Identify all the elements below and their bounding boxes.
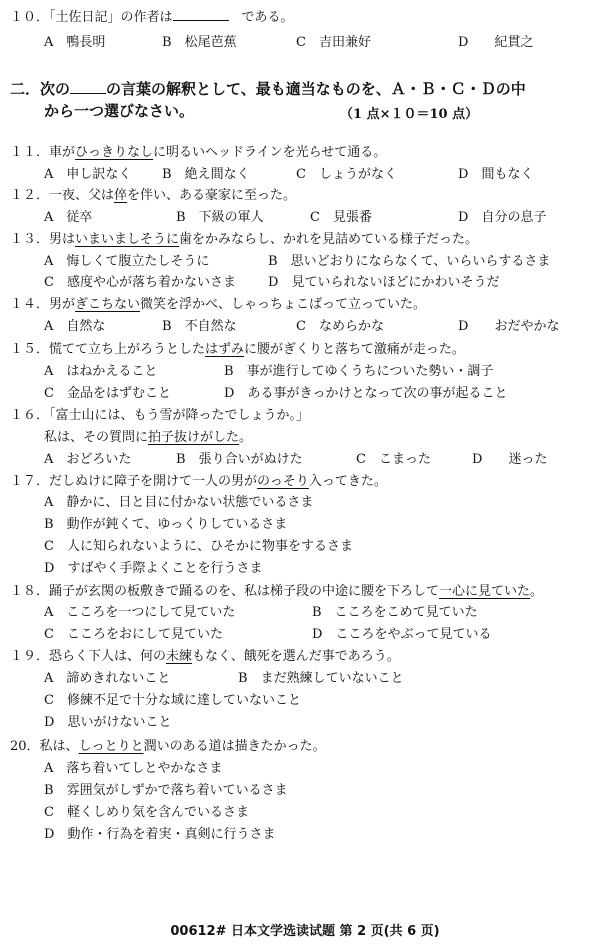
option-letter: C [296,319,306,334]
option-text: 動作・行為を着実・真剣に行うさま [67,827,276,842]
option-letter: A [44,364,54,379]
option-text: 軽くしめり気を含んでいるさま [66,805,249,820]
option-a [44,166,131,184]
section-2-subtitle [44,101,194,121]
question-16-options [0,451,610,469]
option-b [162,34,237,52]
option-text: 雰囲気がしずかで落ち着いているさま [66,783,288,798]
option-b [224,363,493,381]
option-letter: B [238,671,248,686]
option-d [458,318,559,336]
option-c [44,692,301,710]
question-number: １４． [10,297,50,312]
question-18-options-row1 [0,604,610,622]
question-number: １９． [10,649,50,664]
option-text: 下級の軍人 [198,210,264,225]
stem-text: 入ってきた。 [308,474,387,489]
option-a [44,451,131,469]
option-b [312,604,478,622]
option-letter: A [44,671,54,686]
option-text: 紀貫之 [494,35,534,50]
question-17 [10,473,387,491]
underlined-phrase: 未練 [166,649,193,664]
question-number: １７． [10,474,50,489]
option-a [44,494,313,512]
question-19 [10,648,400,666]
question-16-line2 [44,429,252,447]
question-18 [10,583,543,601]
option-letter: D [458,319,469,334]
option-text: 迷った [508,452,548,467]
option-letter: C [44,805,54,820]
option-c [296,34,371,52]
option-letter: B [44,783,54,798]
option-text: 見ていられないほどにかわいそうだ [291,275,500,290]
question-16 [10,407,309,425]
option-a [44,604,235,622]
option-letter: A [44,761,54,776]
option-a [44,670,170,688]
option-c [296,166,397,184]
question-14 [10,296,426,314]
question-15-options-row1 [0,363,610,381]
option-text: 絶え間なく [184,167,250,182]
stem-text: 歯をかみならし、かれを見詰めている様子だった。 [179,232,479,247]
option-letter: C [44,386,54,401]
option-a [44,209,92,227]
option-text: 吉田兼好 [318,35,371,50]
option-b [44,516,287,534]
option-text: 人に知られないように、ひそかに物事をするさま [66,539,353,554]
option-d [458,209,546,227]
section-blank [70,79,106,94]
option-b [162,318,237,336]
question-12-options [0,209,610,227]
stem-text: 男が [49,297,76,312]
option-b [268,253,550,271]
option-text: 従卒 [66,210,93,225]
option-letter: A [44,495,54,510]
section-2-title [10,79,526,99]
option-letter: B [176,210,186,225]
option-a [44,318,105,336]
question-11 [10,144,386,162]
stem-text: 踊子が玄関の板敷きで踊るのを、私は梯子段の中途に腰を下ろして [49,584,440,599]
option-letter: C [310,210,320,225]
option-letter: C [356,452,366,467]
option-letter: C [44,627,54,642]
question-10-stem-end: である。 [241,10,294,25]
underlined-phrase: ひっきりなし [75,145,154,160]
option-letter: D [44,561,55,576]
option-letter: A [44,254,54,269]
option-b [176,451,303,469]
option-text: なめらかな [318,319,384,334]
option-b [162,166,250,184]
option-letter: A [44,605,54,620]
option-d [224,385,507,403]
option-a [44,253,209,271]
option-c [44,626,223,644]
question-15-options-row2 [0,385,610,403]
question-20 [10,738,326,756]
option-letter: C [296,35,306,50]
question-10-options [0,34,610,52]
option-letter: D [458,210,469,225]
stem-text: 私は、その質問に [44,430,149,445]
section-title-rest: の言葉の解釈として、最も適当なものを、Ａ・Ｂ・Ｃ・Ｄの中 [106,80,526,98]
option-text: 諦めきれないこと [66,671,171,686]
option-letter: D [458,35,469,50]
question-number: １５． [10,342,50,357]
question-12 [10,187,296,205]
option-text: ある事がきっかけとなって次の事が起ること [247,386,508,401]
stem-text: に腰がぎくりと落ちて激痛が走った。 [244,342,465,357]
underlined-phrase: 倅 [114,188,128,203]
underlined-phrase: 一心に見ていた [439,584,531,599]
option-text: 張り合いがぬけた [198,452,303,467]
option-c [356,451,431,469]
option-text: 思いどおりにならなくて、いらいらするさま [290,254,551,269]
underlined-phrase: 拍子抜けがした [148,430,240,445]
question-18-options-row2 [0,626,610,644]
option-letter: A [44,452,54,467]
question-number: １８． [10,584,50,599]
option-text: 静かに、日と目に付かない状態でいるさま [66,495,314,510]
option-letter: D [458,167,469,182]
section-instruction: から一つ選びなさい。 [44,102,195,120]
option-letter: D [472,452,483,467]
option-text: 不自然な [184,319,237,334]
stem-text: もなく、餓死を選んだ事であろう。 [192,649,400,664]
option-d [268,274,499,292]
option-letter: B [176,452,186,467]
option-letter: B [268,254,278,269]
option-text: こころをおにして見ていた [66,627,223,642]
option-text: 悔しくて腹立たしそうに [66,254,210,269]
option-a [44,363,157,381]
option-text: 見張番 [332,210,372,225]
option-a [44,34,105,52]
page-footer: 00612# 日本文学选读试题 第 2 页(共 6 页) [170,924,440,939]
underlined-phrase: ぎこちない [75,297,141,312]
option-text: すばやく手際よくことを行うさま [67,561,263,576]
option-letter: D [44,715,55,730]
option-letter: C [44,693,54,708]
question-number: １１． [10,145,50,160]
option-letter: A [44,319,54,334]
stem-text: に明るいヘッドラインを光らせて通る。 [153,145,387,160]
underlined-phrase: のっそり [257,474,309,489]
option-text: 感度や心が落ち着かないさま [66,275,236,290]
option-letter: D [268,275,279,290]
option-letter: B [312,605,322,620]
option-text: 申し訳なく [66,167,132,182]
option-b [238,670,404,688]
stem-text: 私は、 [39,739,79,754]
option-b [44,782,288,800]
question-13 [10,231,478,249]
option-letter: A [44,210,54,225]
stem-text: 微笑を浮かべ、しゃっちょこばって立っていた。 [140,297,427,312]
option-text: 間もなく [481,167,534,182]
option-text: 落ち着いてしとやかなさま [66,761,223,776]
option-text: まだ熟練していないこと [260,671,404,686]
option-letter: A [44,167,54,182]
option-text: おどろいた [66,452,132,467]
question-19-options-row1 [0,670,610,688]
option-c [44,385,171,403]
option-c [44,804,249,822]
option-text: 修練不足で十分な域に達していないこと [66,693,301,708]
option-letter: B [162,319,172,334]
option-text: こまった [378,452,431,467]
stem-text: 一夜、父は [49,188,115,203]
option-text: こころをこめて見ていた [334,605,478,620]
question-number: １６． [10,408,50,423]
option-c [44,274,236,292]
option-letter: D [44,827,55,842]
option-text: おだやかな [494,319,560,334]
underlined-phrase: しっとりと [78,739,144,754]
stem-text: 恐らく下人は、何の [49,649,167,664]
stem-text: 車が [49,145,76,160]
question-14-options [0,318,610,336]
option-letter: B [162,35,172,50]
answer-blank [173,8,229,21]
option-letter: C [44,539,54,554]
option-text: 思いがけないこと [67,715,172,730]
option-letter: C [44,275,54,290]
option-d [312,626,491,644]
option-text: しょうがなく [318,167,397,182]
stem-text: 「富士山には、もう雪が降ったでしょうか。」 [49,408,310,423]
option-text: 金品をはずむこと [66,386,171,401]
option-letter: B [224,364,234,379]
question-10 [10,8,294,27]
stem-text: 慌てて立ち上がろうとした [49,342,206,357]
stem-text: 。 [239,430,253,445]
option-text: 鴨長明 [66,35,106,50]
option-a [44,760,222,778]
option-d [472,451,547,469]
option-d [458,34,533,52]
stem-text: だしぬけに障子を開けて一人の男が [49,474,258,489]
option-b [176,209,264,227]
option-letter: C [296,167,306,182]
option-text: 自然な [66,319,106,334]
question-13-options-row2 [0,274,610,292]
underlined-phrase: いまいましそうに [75,232,180,247]
question-number: １２． [10,188,50,203]
question-number: １３． [10,232,50,247]
option-d [44,826,275,844]
stem-text: 。 [530,584,544,599]
section-score: （1 点×１０＝10 点） [340,107,479,122]
option-letter: D [224,386,235,401]
option-d [44,714,171,732]
option-text: 事が進行してゆくうちについた勢い・調子 [246,364,494,379]
option-d [44,560,262,578]
section-title-start: 二．次の [10,80,71,98]
option-letter: B [162,167,172,182]
question-10-stem-start: １０．「土佐日記」の作者は [10,10,173,25]
option-letter: B [44,517,54,532]
underlined-phrase: はずみ [205,342,245,357]
question-number: 20． [10,739,40,754]
option-d [458,166,533,184]
option-text: こころをやぶって見ている [335,627,492,642]
option-text: 松尾芭蕉 [184,35,237,50]
option-c [44,538,353,556]
stem-text: を伴い、ある豪家に至った。 [127,188,297,203]
option-letter: D [312,627,323,642]
stem-text: 男は [49,232,76,247]
option-text: 自分の息子 [481,210,547,225]
option-c [310,209,372,227]
option-text: はねかえること [66,364,158,379]
option-c [296,318,384,336]
option-text: 動作が鈍くて、ゆっくりしているさま [66,517,288,532]
stem-text: 潤いのある道は描きたかった。 [143,739,326,754]
question-15 [10,341,465,359]
option-text: こころを一つにして見ていた [66,605,236,620]
question-11-options [0,166,610,184]
option-letter: A [44,35,54,50]
question-13-options-row1 [0,253,610,271]
